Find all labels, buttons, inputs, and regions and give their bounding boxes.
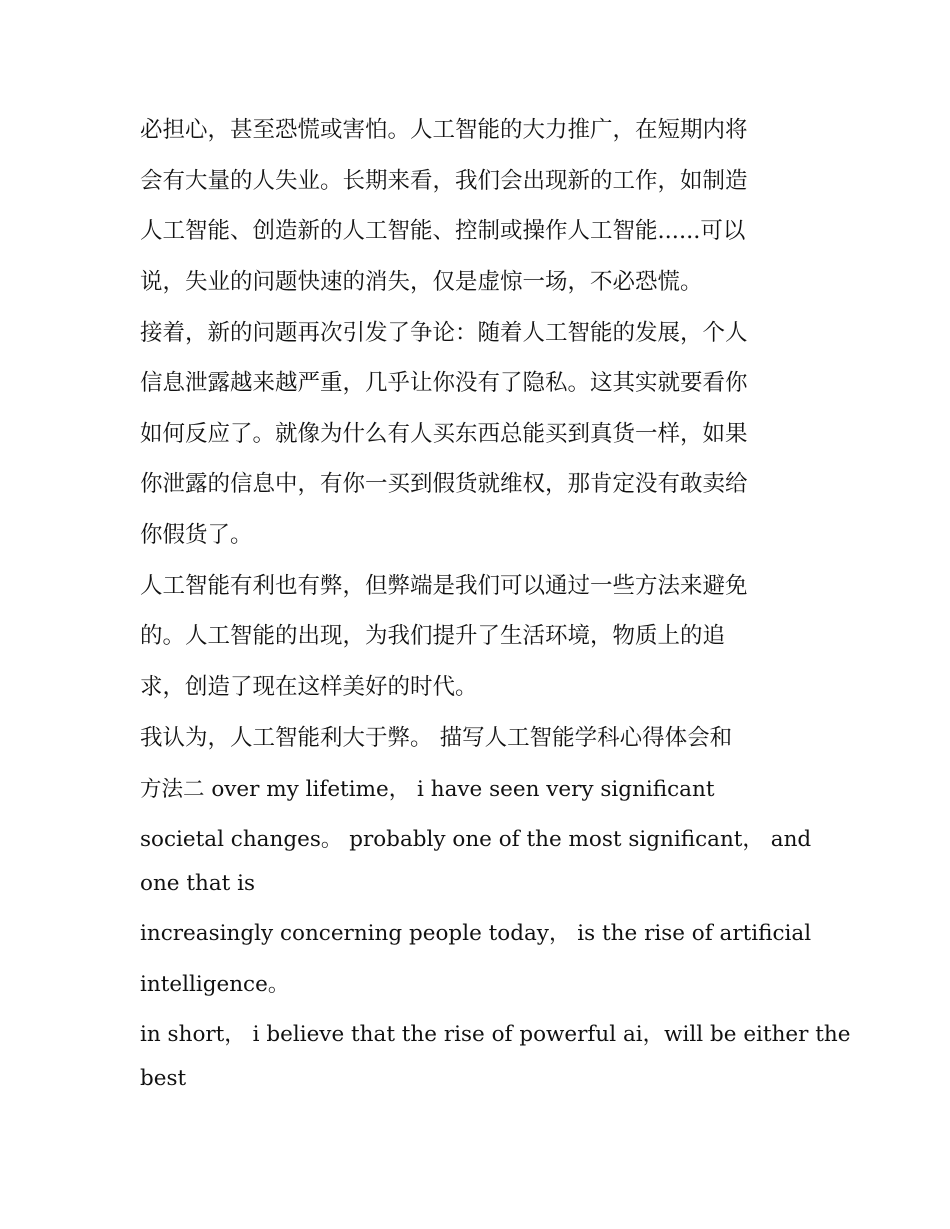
text-line: one that is xyxy=(140,871,256,896)
text-line: increasingly concerning people today， is the rise of artificial xyxy=(140,921,812,946)
text-line: 信息泄露越来越严重，几乎让你没有了隐私。这其实就要看你 xyxy=(140,370,748,396)
text-line: 接着，新的问题再次引发了争论：随着人工智能的发展，个人 xyxy=(140,320,748,346)
text-line: intelligence。 xyxy=(140,972,290,997)
text-line: 人工智能有利也有弊，但弊端是我们可以通过一些方法来避免 xyxy=(140,573,748,599)
text-line: 求，创造了现在这样美好的时代。 xyxy=(140,674,478,700)
text-line: best xyxy=(140,1066,187,1091)
text-line: societal changes。 probably one of the most significant， and xyxy=(140,827,812,852)
text-line: 你泄露的信息中，有你一买到假货就维权，那肯定没有敢卖给 xyxy=(140,471,748,497)
text-line: 人工智能、创造新的人工智能、控制或操作人工智能......可以 xyxy=(140,218,746,244)
text-line: 会有大量的人失业。长期来看，我们会出现新的工作，如制造 xyxy=(140,168,748,194)
text-line: 方法二 over my lifetime， i have seen very significant xyxy=(140,777,715,802)
text-line: 你假货了。 xyxy=(140,522,253,548)
text-line: 如何反应了。就像为什么有人买东西总能买到真货一样，如果 xyxy=(140,421,748,447)
text-line: 必担心，甚至恐慌或害怕。人工智能的大力推广，在短期内将 xyxy=(140,117,748,143)
text-line: 说，失业的问题快速的消失，仅是虚惊一场，不必恐慌。 xyxy=(140,269,703,295)
text-line: 我认为，人工智能利大于弊。 描写人工智能学科心得体会和 xyxy=(140,725,733,751)
text-line: 的。人工智能的出现，为我们提升了生活环境，物质上的追 xyxy=(140,623,726,649)
text-line: in short， i believe that the rise of powerful ai，will be either the xyxy=(140,1022,851,1047)
